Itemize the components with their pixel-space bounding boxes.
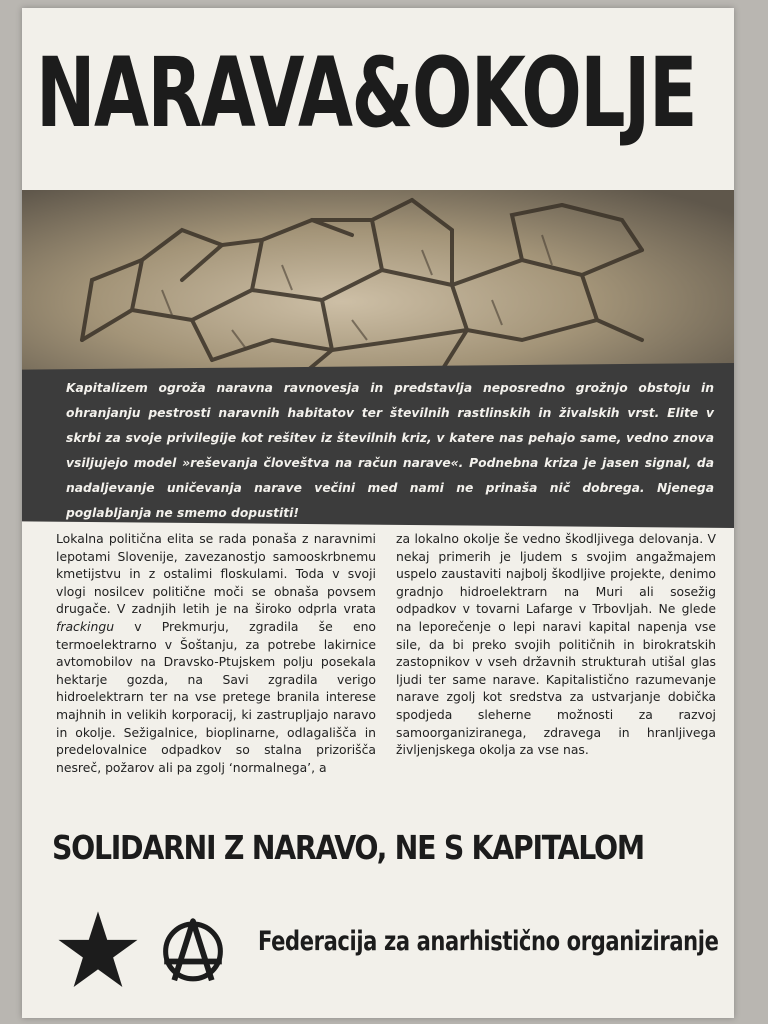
intro-text: Kapitalizem ogroža naravna ravnovesja in predstavlja neposredno grožnjo obstoju in ohranjanju pestrosti naravnih habitatov ter številnih rastlinskih in živalskih vrst. Elite v skrbi za svoje privilegije kot rešitev iz številnih kriz, v katere nas pehajo same, vedno znova vsiljujejo model »reševanja človeštva na račun narave«. Podnebna kriza je jasen signal, da nadaljevanje uničevanja narave večini med nami ne prinaša nič dobrega. Njenega poglabljanja ne smemo dopustiti! bbox=[66, 381, 714, 520]
slogan: SOLIDARNI Z NARAVO, NE S KAPITALOM bbox=[52, 828, 644, 867]
body-text-italic: frackingu bbox=[56, 618, 115, 634]
leaflet-title: NARAVA&OKOLJE bbox=[36, 37, 697, 149]
organization-name: Federacija za anarhistično organiziranje bbox=[258, 926, 719, 957]
body-columns bbox=[56, 530, 716, 776]
star-icon bbox=[56, 908, 140, 992]
body-text: v Prekmurju, zgradila še eno termoelektrarno v Šoštanju, za potrebe lakirnice avtomobilov na Dravsko-Ptujskem polju posekala hektarje gozda, na Savi zgradila verigo hidroelektrarn ter na vse pretege branila interese majhnih in velikih korporacij, ki zastrupljajo naravo in okolje. Sežigalnice, bioplinarne, odlagališča in predelovalnice odpadkov so stalna prizorišča nesreč, požarov ali pa zgolj ‘normalnega’, a bbox=[56, 618, 376, 775]
leaflet-page bbox=[22, 8, 734, 1018]
body-column-right: za lokalno okolje še vedno škodljivega delovanja. V nekaj primerih je ljudem s svojim angažmajem uspelo zaustaviti najbolj škodljive projekte, denimo gradnjo hidroelektrarn na Muri ali sosežig odpadkov v tovarni Lafarge v Trbovljah. Ne glede na leporečenje o lepi naravi kapital napenja vse sile, da bi preko svojih političnih in birokratskih zastopnikov v vseh državnih strukturah utišal glas ljudi ter same narave. Kapitalistično razumevanje narave zgolj kot sredstva za ustvarjanje dobička spodjeda sleherne možnosti za razvoj samoorganiziranega, zdravega in hranljivega življenjskega okolja za vse nas. bbox=[396, 531, 716, 758]
body-column-left bbox=[56, 530, 376, 776]
body-text: Lokalna politična elita se rada ponaša z naravnimi lepotami Slovenije, zavezanostjo samooskrbnemu kmetijstvu in z ostalimi floskulami. Toda v svoji vlogi nosilcev politične moči se obnaša povsem drugače. V zadnjih letih je na široko odprla vrata bbox=[56, 531, 376, 617]
cracked-earth-photo bbox=[22, 190, 734, 376]
circle-a-icon bbox=[157, 914, 229, 986]
crack-pattern-graphic bbox=[22, 190, 734, 376]
